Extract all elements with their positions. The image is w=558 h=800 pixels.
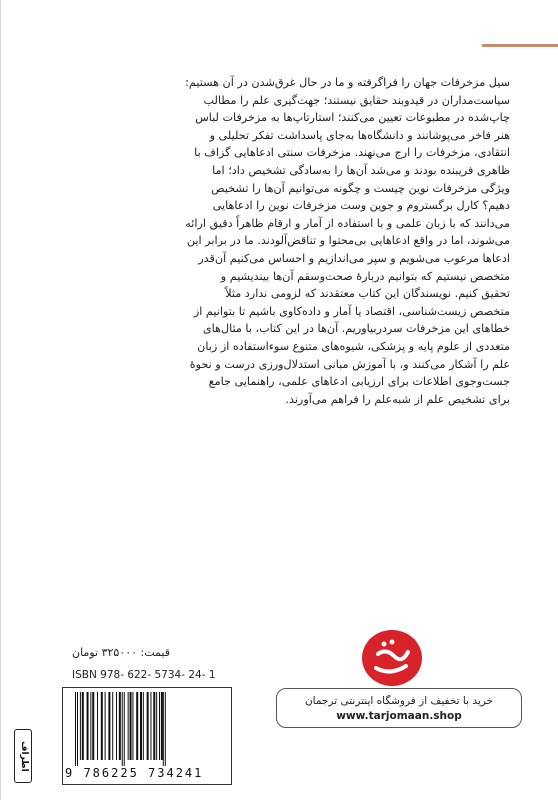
blurb-line: ادعاها مرعوب می‌شویم و سپر می‌اندازیم و احساس می‌کنیم آن‌قدر bbox=[198, 251, 510, 265]
isbn-barcode bbox=[62, 669, 232, 787]
online-shop-box[interactable] bbox=[276, 688, 522, 728]
blurb-line: جست‌وجوی اطلاعات برای ارزیابی ادعاهای علمی، راهنمایی جامع bbox=[208, 375, 510, 389]
blurb-line: علم را آشکار می‌کنند و، با آموزش مبانی استدلال‌ورزی درست و نحوهٔ bbox=[189, 357, 510, 371]
blurb-line: دهیم؟ کارل برگستروم و جوین وست مزخرفات نوین را ادعاهایی bbox=[212, 199, 510, 213]
shop-promo-text: خرید با تخفیف از فروشگاه اینترنتی ترجمان bbox=[304, 695, 494, 707]
barcode-digits: 9 786225 734241 bbox=[65, 766, 204, 780]
blurb-line: خطاهای این مزخرفات سردربیاوریم. آن‌ها در این کتاب، با مثال‌های bbox=[202, 322, 510, 336]
blurb-line: متخصص زیست‌شناسی، اقتصاد یا آمار و داده‌کاوی باشیم تا بتوانیم از bbox=[193, 304, 510, 318]
publisher-logo-text: اطراف bbox=[19, 740, 29, 772]
cover-edge-line bbox=[0, 0, 1, 800]
blurb-line: چاپ‌شده در مطبوعات تعیین می‌کنند؛ استارتاپ‌ها به مزخرفات لباس bbox=[195, 111, 510, 125]
price-value: ۳۲۵۰۰۰ تومان bbox=[72, 646, 138, 659]
blurb-line: می‌شوند، اما در واقع ادعاهایی بی‌محتوا و تناقض‌آلودند. ما در برابر این bbox=[186, 234, 510, 248]
blurb-line: تحقیق کنیم. نویسندگان این کتاب معتقدند که لزومی ندارد مثلاً bbox=[225, 287, 510, 301]
barcode-icon bbox=[75, 692, 225, 766]
blurb-line: ویژگی مزخرفات نوین چیست و چگونه می‌توانیم آن‌ها را تشخیص bbox=[211, 181, 510, 195]
blurb-line: سیاست‌مداران در قیدوبند حقایق نیستند؛ جهت‌گیری علم را مطالب bbox=[203, 93, 510, 107]
blurb-line: متعددی از علوم پایه و پزشکی، شیوه‌های متنوع سوءاستفاده از زبان bbox=[197, 339, 510, 353]
blurb-line: هنر فاخر می‌پوشانند و دانشگاه‌ها به‌جای پاسداشت تفکر تحلیلی و bbox=[209, 128, 510, 142]
barcode-frame bbox=[62, 687, 232, 785]
blurb-line: سیل مزخرفات جهان را فراگرفته و ما در حال غرق‌شدن در آن هستیم: bbox=[185, 76, 510, 89]
blurb-line: می‌دانند که با زبان علمی و با استفاده از آمار و ارقام ظاهراً دقیق ارائه bbox=[185, 216, 510, 230]
price-title: قیمت: bbox=[140, 646, 170, 659]
shop-url-link[interactable]: www.tarjomaan.shop bbox=[336, 710, 462, 722]
blurb-line: متخصص نیستیم که بتوانیم دربارهٔ صحت‌وسقم آن‌ها بیندیشیم و bbox=[220, 269, 510, 283]
back-cover-blurb bbox=[48, 74, 510, 408]
price-label bbox=[72, 646, 232, 659]
publisher-logo bbox=[14, 729, 32, 783]
blurb-line: ظاهری فریبنده بودند و می‌شد آن‌ها را به‌سادگی تشخیص داد؛ اما bbox=[212, 163, 510, 177]
isbn-text: ISBN 978- 622- 5734- 24- 1 bbox=[72, 669, 216, 681]
blurb-line: برای تشخیص علم از شبه‌علم را فراهم می‌آورند. bbox=[285, 392, 510, 406]
blurb-line: انتقادی، مزخرفات را ارج می‌نهند. مزخرفات سنتی ادعاهایی گزاف با bbox=[194, 146, 510, 160]
decorative-rule bbox=[482, 44, 558, 47]
tarjomaan-logo-icon bbox=[356, 620, 428, 692]
